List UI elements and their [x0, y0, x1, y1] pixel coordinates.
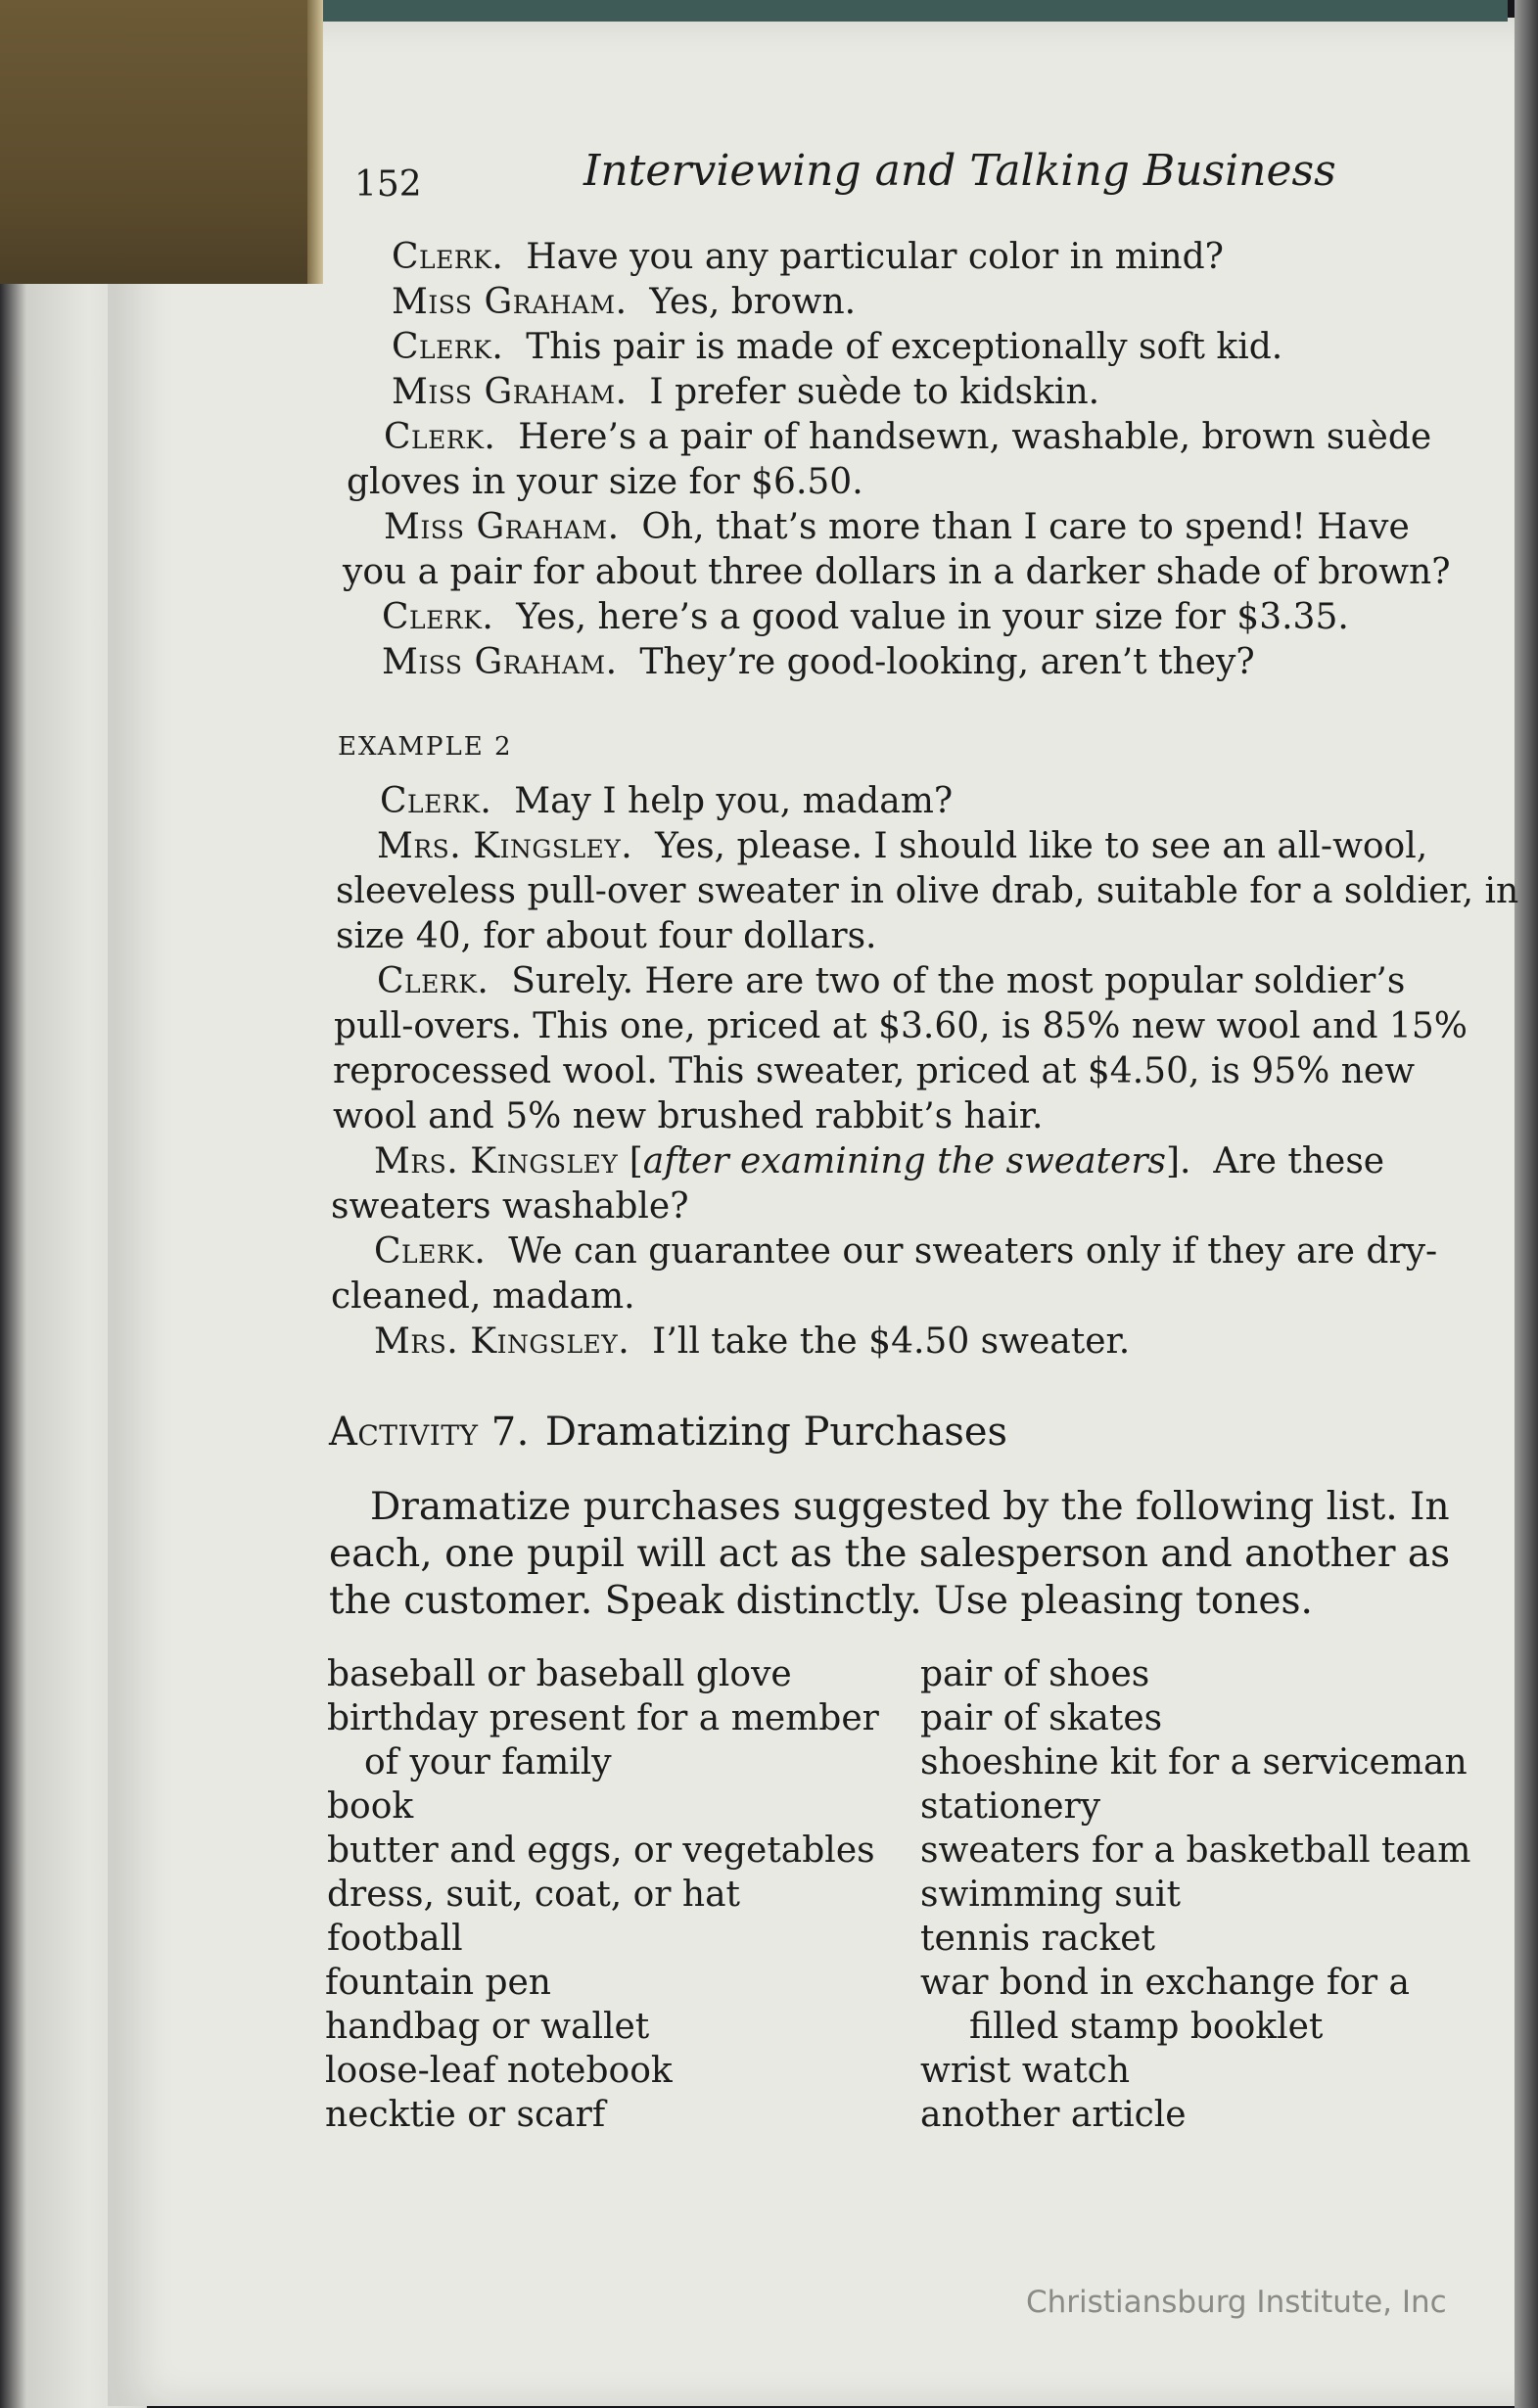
list-item: another article — [920, 2095, 1187, 2135]
list-item: butter and eggs, or vegetables — [327, 1830, 875, 1871]
list-item: war bond in exchange for a — [920, 1963, 1410, 2003]
activity-intro-line: each, one pupil will act as the salesperson and another as — [329, 1532, 1451, 1576]
dialogue-continuation: you a pair for about three dollars in a darker shade of brown? — [343, 552, 1451, 592]
list-item: shoeshine kit for a serviceman — [920, 1742, 1468, 1783]
list-item: swimming suit — [920, 1875, 1181, 1915]
running-head: Interviewing and Talking Business — [583, 146, 1336, 196]
list-item: pair of skates — [920, 1698, 1163, 1738]
list-item: football — [327, 1919, 463, 1959]
list-item: of your family — [364, 1742, 612, 1783]
dialogue-line: Mrs. Kingsley. I’ll take the $4.50 sweater. — [374, 1321, 1131, 1362]
list-item: necktie or scarf — [325, 2095, 606, 2135]
dialogue-line: Clerk. Here’s a pair of handsewn, washable, brown suède — [384, 417, 1432, 457]
page-number: 152 — [354, 164, 422, 205]
watermark: Christiansburg Institute, Inc — [1026, 2285, 1447, 2320]
list-item: baseball or baseball glove — [327, 1654, 792, 1694]
dialogue-continuation: pull-overs. This one, priced at $3.60, is 85% new wool and 15% — [334, 1006, 1468, 1046]
dialogue-line: Miss Graham. I prefer suède to kidskin. — [392, 372, 1100, 412]
dialogue-line: Clerk. May I help you, madam? — [380, 781, 954, 821]
dialogue-line: Miss Graham. Yes, brown. — [392, 282, 857, 322]
stage-direction: [after examining the sweaters]. — [629, 1141, 1191, 1181]
dialogue-continuation: reprocessed wool. This sweater, priced at $4.50, is 95% new — [333, 1051, 1416, 1091]
dialogue-line: Miss Graham. They’re good-looking, aren’t they? — [382, 642, 1255, 682]
dialogue-continuation: sweaters washable? — [331, 1186, 689, 1227]
dialogue-line: Clerk. Yes, here’s a good value in your size for $3.35. — [382, 597, 1349, 637]
list-item: wrist watch — [920, 2051, 1131, 2091]
dialogue-continuation: wool and 5% new brushed rabbit’s hair. — [333, 1096, 1044, 1136]
list-item: filled stamp booklet — [969, 2007, 1324, 2047]
example-heading: EXAMPLE 2 — [338, 732, 513, 762]
list-item: handbag or wallet — [325, 2007, 650, 2047]
dialogue-line: Clerk. This pair is made of exceptionally soft kid. — [392, 327, 1283, 367]
list-item: birthday present for a member — [327, 1698, 879, 1738]
dialogue-continuation: cleaned, madam. — [331, 1276, 635, 1317]
list-item: dress, suit, coat, or hat — [327, 1875, 741, 1915]
dialogue-line: Clerk. Have you any particular color in mind? — [392, 237, 1224, 277]
dialogue-line: Mrs. Kingsley. Yes, please. I should like to see an all-wool, — [377, 826, 1428, 866]
list-item: pair of shoes — [920, 1654, 1150, 1694]
list-item: sweaters for a basketball team — [920, 1830, 1471, 1871]
dialogue-line: Mrs. Kingsley [after examining the sweaters]. Are these — [374, 1141, 1385, 1181]
list-item: stationery — [920, 1786, 1101, 1827]
activity-intro-line: Dramatize purchases suggested by the following list. In — [370, 1485, 1450, 1529]
activity-intro-line: the customer. Speak distinctly. Use pleasing tones. — [329, 1579, 1313, 1623]
list-item: loose-leaf notebook — [325, 2051, 673, 2091]
list-item: fountain pen — [325, 1963, 551, 2003]
dialogue-line: Miss Graham. Oh, that’s more than I care to spend! Have — [384, 507, 1410, 547]
dialogue-continuation: gloves in your size for $6.50. — [347, 462, 863, 502]
list-item: book — [327, 1786, 414, 1827]
dialogue-continuation: sleeveless pull-over sweater in olive drab, suitable for a soldier, in — [336, 871, 1519, 911]
dialogue-line: Clerk. We can guarantee our sweaters only if they are dry- — [374, 1231, 1438, 1272]
activity-heading: Activity 7. Dramatizing Purchases — [329, 1410, 1008, 1455]
dialogue-line: Clerk. Surely. Here are two of the most popular soldier’s — [377, 961, 1406, 1001]
list-item: tennis racket — [920, 1919, 1155, 1959]
dialogue-continuation: size 40, for about four dollars. — [336, 916, 877, 956]
